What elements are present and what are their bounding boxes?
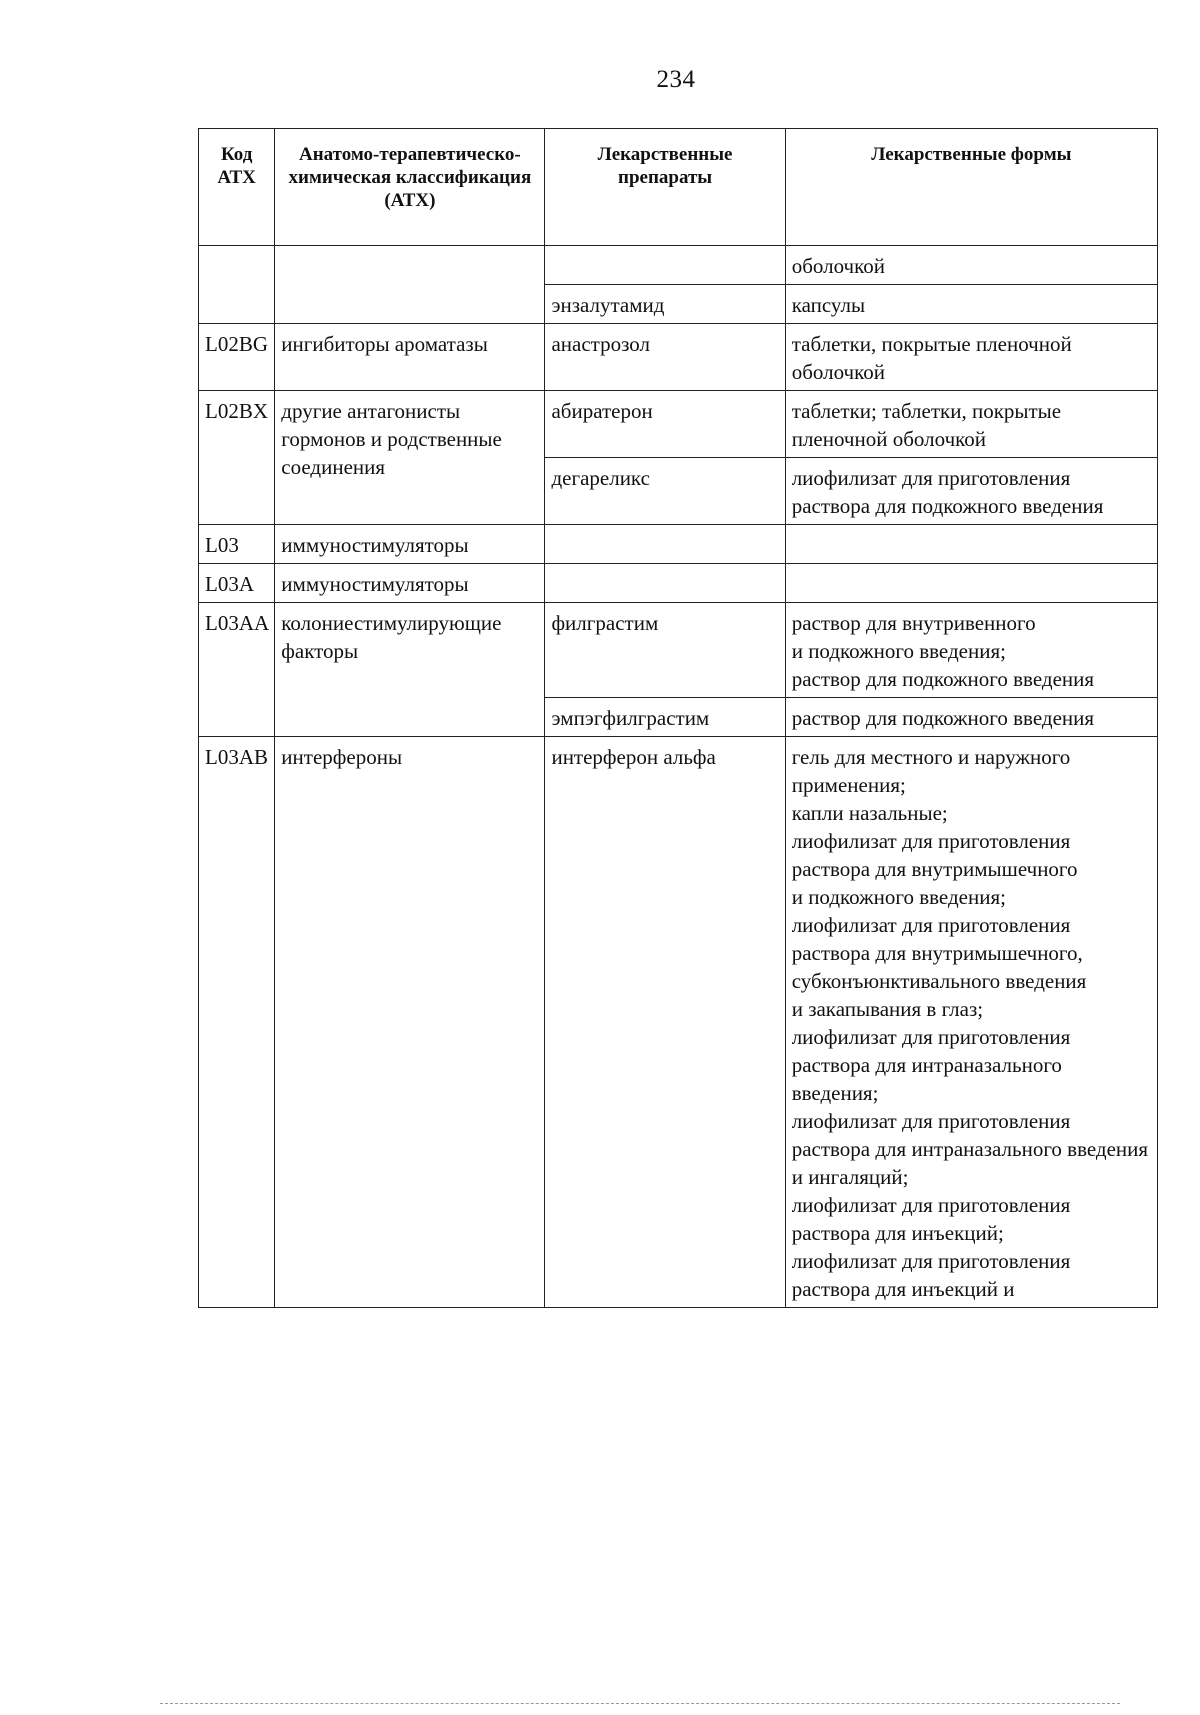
cell-drug [545, 525, 785, 564]
cell-classification: ингибиторы ароматазы [275, 324, 545, 391]
cell-code: L03AA [199, 603, 275, 737]
form-line: и подкожного введения; [791, 639, 1006, 663]
cell-forms [785, 324, 1157, 391]
cell-drug: филграстим [545, 603, 785, 698]
cell-classification [275, 246, 545, 324]
form-line: лиофилизат для приготовления раствора для внутримышечного [791, 829, 1078, 881]
cell-drug: энзалутамид [545, 285, 785, 324]
table-header-row [199, 129, 1158, 246]
form-line: раствор для подкожного введения [791, 706, 1095, 730]
header-forms: Лекарственные формы [785, 129, 1157, 246]
form-line: лиофилизат для приготовления раствора для инъекций и [791, 1249, 1071, 1301]
cell-forms [785, 285, 1157, 324]
table-row [199, 603, 1158, 698]
cell-drug: анастрозол [545, 324, 785, 391]
cell-code: L02BX [199, 391, 275, 525]
form-line: капли назальные; [791, 801, 948, 825]
cell-drug [545, 564, 785, 603]
cell-code: L03AB [199, 737, 275, 1308]
form-line: и подкожного введения; [791, 885, 1006, 909]
page-number: 234 [656, 66, 696, 93]
form-line: лиофилизат для приготовления раствора для инъекций; [791, 1193, 1071, 1245]
form-line: оболочкой [791, 254, 885, 278]
form-line: раствор для внутривенного [791, 611, 1036, 635]
cell-forms [785, 246, 1157, 285]
table-row [199, 324, 1158, 391]
cell-forms [785, 737, 1157, 1308]
cell-classification: иммуностимуляторы [275, 564, 545, 603]
form-line: лиофилизат для приготовления раствора для интраназального введения и ингаляций; [791, 1109, 1149, 1189]
cell-forms [785, 698, 1157, 737]
table-row [199, 564, 1158, 603]
cell-classification: иммуностимуляторы [275, 525, 545, 564]
form-line: лиофилизат для приготовления раствора для подкожного введения [791, 466, 1104, 518]
cell-classification: колониестимулирующие факторы [275, 603, 545, 737]
cell-classification: интерфероны [275, 737, 545, 1308]
header-drugs: Лекарственные препараты [545, 129, 785, 246]
atx-table [198, 128, 1158, 1308]
form-line: гель для местного и наружного применения; [791, 745, 1071, 797]
cell-code [199, 246, 275, 324]
table-row [199, 525, 1158, 564]
cell-drug: дегареликс [545, 458, 785, 525]
cell-forms [785, 391, 1157, 458]
form-line: таблетки, покрытые пленочной оболочкой [791, 332, 1072, 384]
header-code: Код АТХ [199, 129, 275, 246]
form-line: и закапывания в глаз; [791, 997, 984, 1021]
table-row [199, 246, 1158, 285]
cell-code: L03 [199, 525, 275, 564]
form-line: лиофилизат для приготовления раствора для внутримышечного, субконъюнктивального введения [791, 913, 1087, 993]
header-classification: Анатомо-терапевтическо-химическая классификация (АТХ) [275, 129, 545, 246]
table-row [199, 391, 1158, 458]
cell-forms [785, 564, 1157, 603]
cell-forms [785, 603, 1157, 698]
table-row [199, 737, 1158, 1308]
cell-classification: другие антагонисты гормонов и родственные соединения [275, 391, 545, 525]
cell-drug: интерферон альфа [545, 737, 785, 1308]
cell-code: L03A [199, 564, 275, 603]
cell-forms [785, 525, 1157, 564]
scan-bottom-rule [160, 1703, 1120, 1705]
cell-drug [545, 246, 785, 285]
cell-drug: эмпэгфилграстим [545, 698, 785, 737]
cell-code: L02BG [199, 324, 275, 391]
cell-drug: абиратерон [545, 391, 785, 458]
cell-forms [785, 458, 1157, 525]
form-line: таблетки; таблетки, покрытые пленочной оболочкой [791, 399, 1062, 451]
form-line: лиофилизат для приготовления раствора для интраназального введения; [791, 1025, 1071, 1105]
form-line: капсулы [791, 293, 866, 317]
form-line: раствор для подкожного введения [791, 667, 1095, 691]
